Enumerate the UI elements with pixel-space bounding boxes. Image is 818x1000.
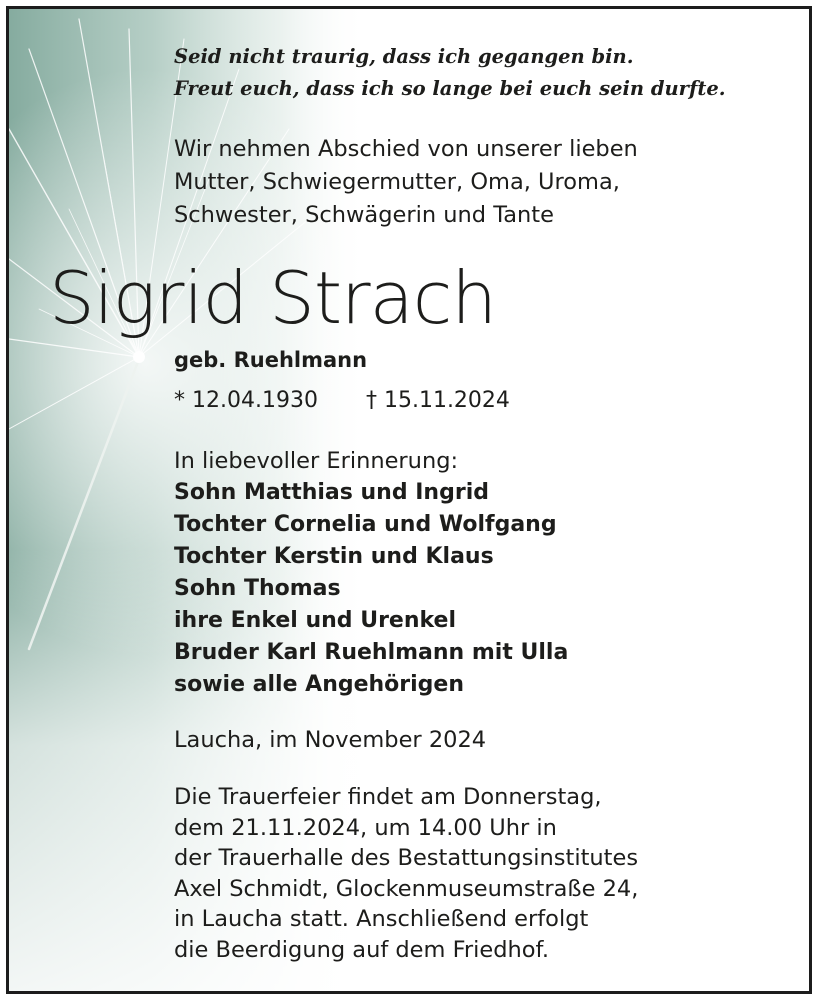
death-date: † 15.11.2024 xyxy=(365,388,510,413)
birth-date: * 12.04.1930 xyxy=(174,388,318,413)
mourner-entry: Sohn Thomas xyxy=(174,576,341,601)
service-line: Axel Schmidt, Glockenmuseumstraße 24, xyxy=(174,875,639,902)
intro-line: Wir nehmen Abschied von unserer lieben xyxy=(174,136,638,162)
place-date: Laucha, im November 2024 xyxy=(174,727,487,753)
intro-text xyxy=(174,133,638,232)
service-line: der Trauerhalle des Bestattungsinstitutes xyxy=(174,845,639,871)
motto-line: Seid nicht traurig, dass ich gegangen bin. xyxy=(174,45,634,68)
service-line: die Beerdigung auf dem Friedhof. xyxy=(174,936,549,963)
deceased-name: Sigrid Strach xyxy=(49,256,496,340)
service-line: Die Trauerfeier findet am Donnerstag, xyxy=(174,784,602,810)
mourner-entry: Tochter Cornelia und Wolfgang xyxy=(174,512,557,537)
mourner-entry: Sohn Matthias und Ingrid xyxy=(174,480,489,505)
life-dates xyxy=(174,386,510,416)
obituary-card xyxy=(6,6,812,994)
service-line: in Laucha statt. Anschließend erfolgt xyxy=(174,906,589,932)
mourner-entry: ihre Enkel und Urenkel xyxy=(174,608,457,633)
funeral-service-info xyxy=(174,782,638,965)
motto-line: Freut euch, dass ich so lange bei euch sein durfte. xyxy=(174,77,726,100)
mourner-entry: Tochter Kerstin und Klaus xyxy=(174,544,494,569)
motto-quote xyxy=(174,41,726,105)
maiden-name: geb. Ruehlmann xyxy=(174,348,368,372)
mourner-entry: sowie alle Angehörigen xyxy=(174,672,465,697)
mourners-list xyxy=(174,477,568,701)
service-line: dem 21.11.2024, um 14.00 Uhr in xyxy=(174,814,557,841)
intro-line: Mutter, Schwiegermutter, Oma, Uroma, xyxy=(174,169,620,195)
memory-heading: In liebevoller Erinnerung: xyxy=(174,448,459,474)
intro-line: Schwester, Schwägerin und Tante xyxy=(174,202,554,228)
mourner-entry: Bruder Karl Ruehlmann mit Ulla xyxy=(174,640,569,665)
